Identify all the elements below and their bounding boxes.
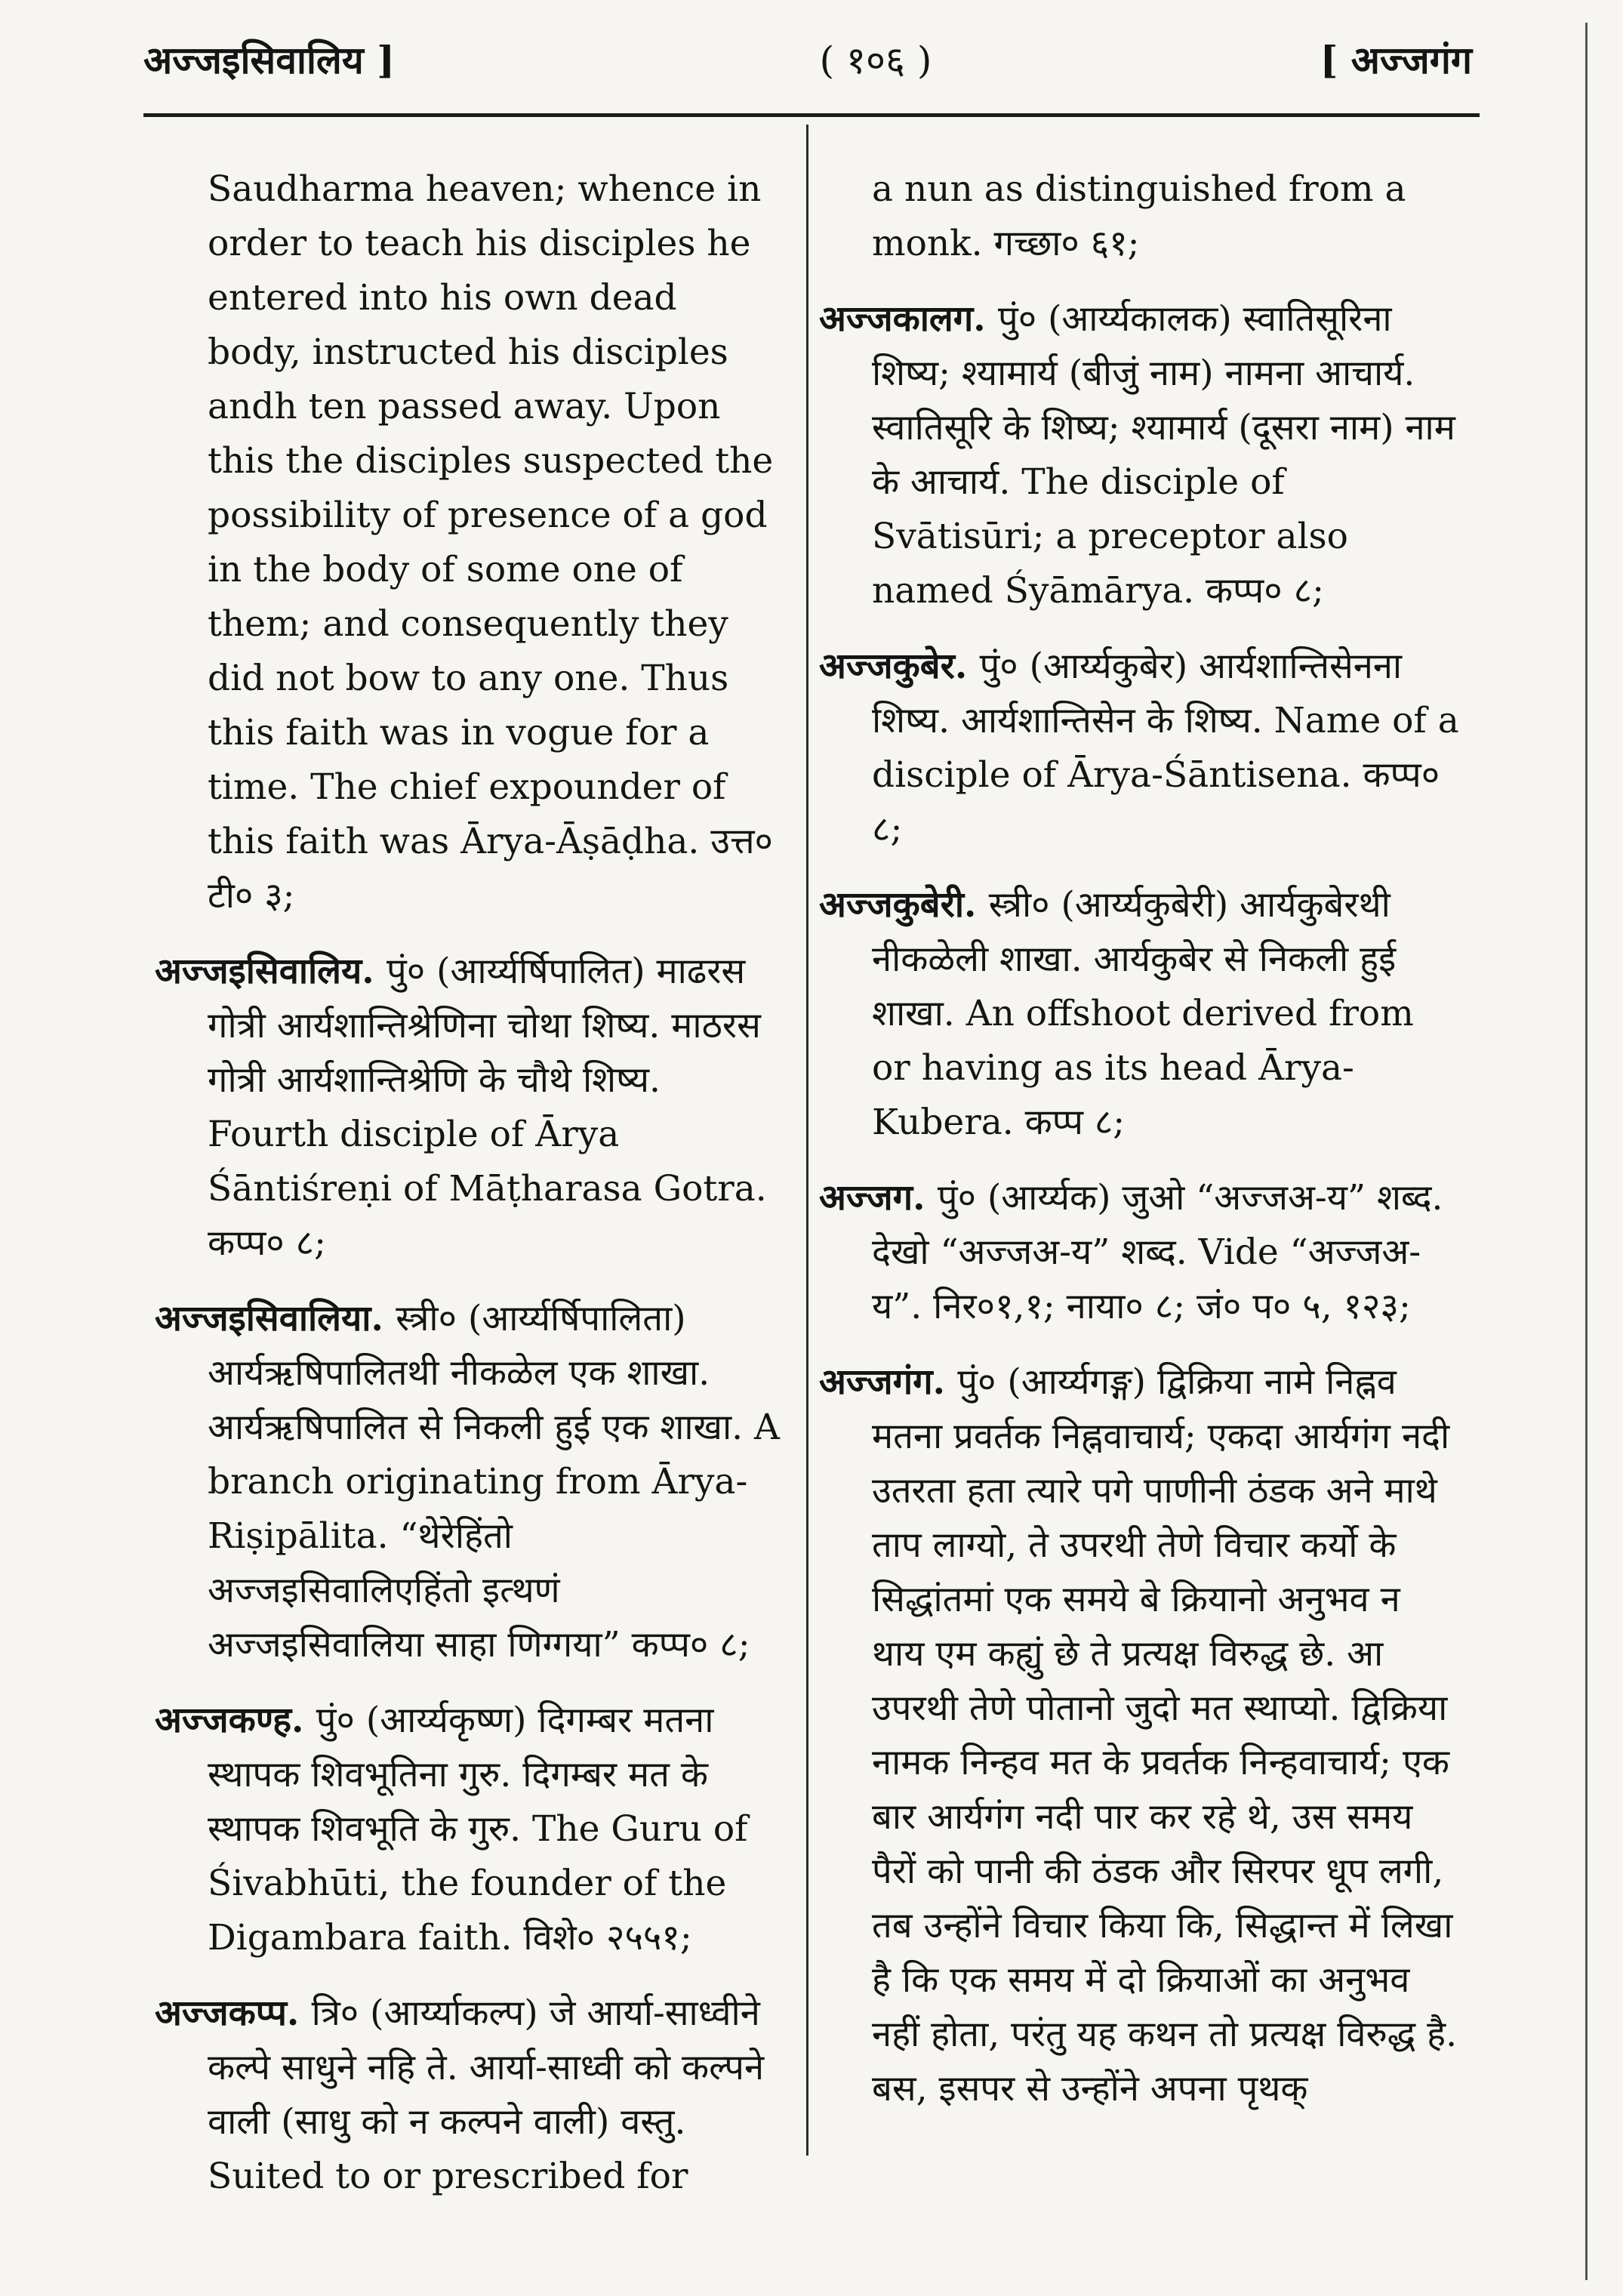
page-number: ( १०६ ) [819, 39, 932, 82]
page-edge [1585, 23, 1588, 2280]
entry-text: पुं० (आर्य्यकृष्ण) दिगम्बर मतना स्थापक शिवभूतिना गुरु. दिगम्बर मत के स्थापक शिवभूति के गुरु. The Guru of Śivabhūti, the founder of the Digambara faith. विशे० २५५१; [208, 1700, 748, 1959]
entry-headword: अज्जकप्प. [155, 1992, 300, 2034]
entry-text: पुं० (आर्य्यक) जुओ “अज्जअ-य” शब्द. देखो “अज्जअ-य” शब्द. Vide “अज्जअ-य”. निर०१,१; नाया० ८; जं० प० ५, १२३; [872, 1177, 1443, 1327]
left-column [155, 162, 781, 2225]
dictionary-entry [155, 1693, 781, 1965]
dictionary-entry [819, 878, 1461, 1150]
column-divider [806, 125, 808, 2156]
dictionary-entry [819, 1355, 1461, 2116]
dictionary-entry [819, 1171, 1461, 1334]
entry-headword: अज्जकुबेर. [819, 646, 968, 687]
header-left-guideword: अज्जइसिवालिय ] [143, 38, 395, 82]
dictionary-entry [155, 1986, 781, 2204]
entry-headword: अज्जकुबेरी. [819, 884, 977, 926]
entry-text: पुं० (आर्य्यर्षिपालित) माढरस गोत्री आर्यशान्तिश्रेणिना चोथा शिष्य. माठरस गोत्री आर्यशान्तिश्रेणि के चौथे शिष्य. Fourth disciple of Ārya Śāntiśreṇi of Māṭharasa Gotra. कप्प० ८; [208, 951, 767, 1264]
continuation-text: a nun as distinguished from a monk. गच्छा० ६१; [872, 168, 1406, 264]
entry-text: पुं० (आर्य्यकुबेर) आर्यशान्तिसेनना शिष्य. आर्यशान्तिसेन के शिष्य. Name of a disciple of Ārya-Śāntisena. कप्प० ८; [872, 646, 1459, 850]
page-header [143, 30, 1487, 98]
entry-headword: अज्जकालग. [819, 298, 986, 340]
right-column [819, 162, 1461, 2137]
entry-text: पुं० (आर्य्यकालक) स्वातिसूरिना शिष्य; श्यामार्य (बीजुं नाम) नामना आचार्य. स्वातिसूरि के शिष्य; श्यामार्य (दूसरा नाम) नाम के आचार्य. The disciple of Svātisūri; a preceptor also named Śyāmārya. कप्प० ८; [872, 298, 1455, 612]
entry-headword: अज्जग. [819, 1177, 925, 1219]
header-right-guideword: [ अज्जगंग [1320, 38, 1472, 82]
entry-headword: अज्जइसिवालिय. [155, 951, 374, 992]
entry-headword: अज्जकण्ह. [155, 1700, 304, 1741]
dictionary-entry [819, 639, 1461, 857]
entry-headword: अज्जइसिवालिया. [155, 1298, 383, 1339]
dictionary-entry [155, 945, 781, 1271]
dictionary-entry [155, 1292, 781, 1672]
dictionary-entry [819, 292, 1461, 618]
entry-text: स्त्री० (आर्य्यर्षिपालिता) आर्यऋषिपालितथी नीकळेल एक शाखा. आर्यऋषिपालित से निकली हुई एक शाखा. A branch originating from Ārya-Riṣipālita. “थेरेहिंतो अज्जइसिवालिएहिंतो इत्थणं अज्जइसिवालिया साहा णिग्गया” कप्प० ८; [208, 1298, 780, 1666]
continuation-text: Saudharma heaven; whence in order to teach his disciples he entered into his own dead body, instructed his disciples andh ten passed away. Upon this the disciples suspected the possibility of presence of a god in the body of some one of them; and consequently they did not bow to any one. Thus this faith was in vogue for a time. The chief expounder of this faith was Ārya-Āṣāḍha. उत्त० टी० ३; [208, 168, 774, 917]
header-rule [143, 113, 1480, 117]
entry-headword: अज्जगंग. [819, 1361, 945, 1403]
entry-text: त्रि० (आर्य्याकल्प) जे आर्या-साध्वीने कल्पे साधुने नहि ते. आर्या-साध्वी को कल्पने वाली (साधु को न कल्पने वाली) वस्तु. Suited to or prescribed for [208, 1992, 765, 2197]
entry-text: स्त्री० (आर्य्यकुबेरी) आर्यकुबेरथी नीकळेली शाखा. आर्यकुबेर से निकली हुई शाखा. An offshoot derived from or having as its head Ārya-Kubera. कप्प ८; [872, 884, 1414, 1143]
entry-text: पुं० (आर्य्यगङ्ग) द्विक्रिया नामे निह्नव मतना प्रवर्तक निह्नवाचार्य; एकदा आर्यगंग नदी उतरता हता त्यारे पगे पाणीनी ठंडक अने माथे ताप लाग्यो, ते उपरथी तेणे विचार कर्यो के सिद्धांतमां एक समये बे क्रियानो अनुभव न थाय एम कह्युं छे ते प्रत्यक्ष विरुद्ध छे. आ उपरथी तेणे पोतानो जुदो मत स्थाप्यो. द्विक्रिया नामक निन्हव मत के प्रवर्तक निन्हवाचार्य; एक बार आर्यगंग नदी पार कर रहे थे, उस समय पैरों को पानी की ठंडक और सिरपर धूप लगी, तब उन्होंने विचार किया कि, सिद्धान्त में लिखा है कि एक समय में दो क्रियाओं का अनुभव नहीं होता, परंतु यह कथन तो प्रत्यक्ष विरुद्ध है. बस, इसपर से उन्होंने अपना पृथक् [872, 1361, 1458, 2110]
